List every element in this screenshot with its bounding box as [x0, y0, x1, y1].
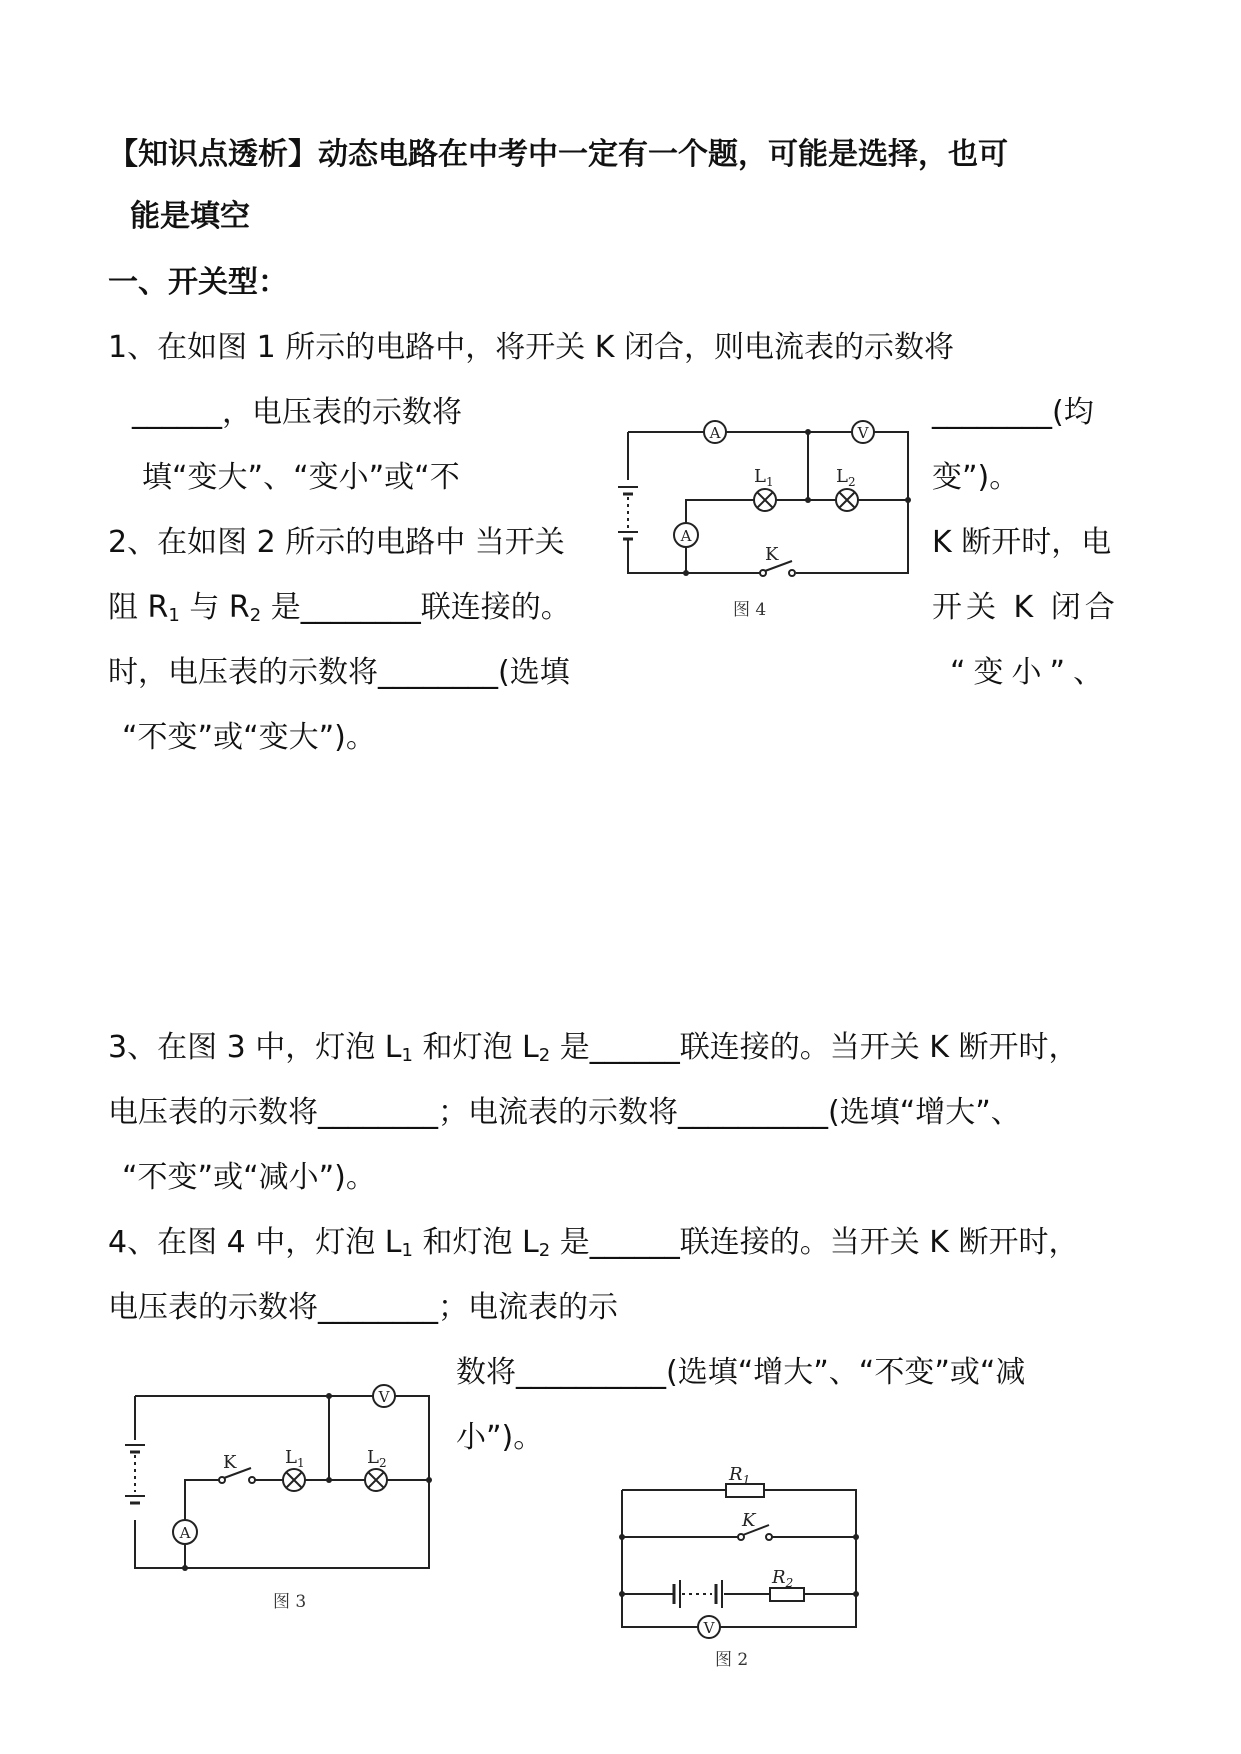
q2-line-3-right: “变小”、 — [950, 655, 1112, 690]
fig2-switch-label: K — [742, 1510, 756, 1531]
fig3-ammeter-label: A — [179, 1524, 191, 1542]
fig2-branch-wires — [622, 1537, 856, 1594]
q4-line-3: 数将__________(选填“增大”、“不变”或“减 — [456, 1355, 1026, 1390]
title-line-1: 【知识点透析】动态电路在中考中一定有一个题，可能是选择，也可 — [108, 137, 1008, 172]
q4-line-2: 电压表的示数将________；电流表的示 — [108, 1290, 618, 1325]
fig4-voltmeter-label: V — [857, 424, 869, 442]
q3-line-1: 3、在图 3 中，灯泡 $L_1$ 和灯泡 $L_2$ 是______联连接的。当开关 K 断开时， — [108, 1030, 1079, 1066]
fig3-voltmeter-label: V — [378, 1388, 390, 1406]
q1-line-3-right: 变”)。 — [932, 460, 1020, 495]
fig2-voltmeter-label: V — [703, 1619, 715, 1637]
q1-line-1: 1、在如图 1 所示的电路中，将开关 K 闭合，则电流表的示数将 — [108, 330, 954, 365]
fig2-resistor-1-label: $R_1$ — [729, 1464, 751, 1487]
q2-line-1-left: 2、在如图 2 所示的电路中 当开关 — [108, 525, 565, 560]
fig4-lamp-2-label: $L_2$ — [836, 466, 856, 489]
fig3-branch-wires — [185, 1480, 429, 1568]
figure-2-circuit — [612, 1462, 872, 1652]
q1-line-2-right: ________(均 — [932, 395, 1094, 430]
q2-line-4: “不变”或“变大”)。 — [122, 720, 376, 755]
q4-line-1: 4、在图 4 中，灯泡 $L_1$ 和灯泡 $L_2$ 是______联连接的。当开关 K 断开时， — [108, 1225, 1079, 1261]
q2-line-1-right: K 断开时，电 — [932, 525, 1112, 560]
fig3-lamp-2-label: $L_2$ — [367, 1447, 387, 1470]
fig4-switch-label: K — [765, 544, 779, 565]
q3-line-3: “不变”或“减小”)。 — [122, 1160, 376, 1195]
q1-line-2-left: ______，电压表的示数将 — [132, 395, 462, 430]
section-heading-switch-type: 一、开关型： — [108, 265, 288, 300]
fig2-resistor-2-label: $R_2$ — [772, 1567, 794, 1590]
figure-4-circuit — [610, 415, 970, 625]
q3-line-2: 电压表的示数将________；电流表的示数将__________(选填“增大”、 — [108, 1095, 1021, 1130]
fig4-branch-wires — [686, 432, 908, 573]
figure-3-caption: 图 3 — [273, 1592, 307, 1612]
figure-3-circuit — [115, 1380, 445, 1590]
fig3-switch-label: K — [223, 1452, 237, 1473]
q1-line-3-left: 填“变大”、“变小”或“不 — [142, 460, 460, 495]
q2-line-2-right: 开关 K 闭合 — [932, 590, 1119, 625]
fig3-lamp-1-label: $L_1$ — [285, 1447, 305, 1470]
figure-4-caption: 图 4 — [733, 600, 767, 620]
fig4-ammeter-top-label: A — [709, 424, 721, 442]
figure-2-caption: 图 2 — [715, 1650, 749, 1670]
fig4-ammeter-label: A — [680, 527, 692, 545]
title-line-2: 能是填空 — [130, 199, 250, 234]
fig4-switch-terminal — [789, 570, 795, 576]
fig4-lamp-1-label: $L_1$ — [754, 466, 774, 489]
q4-line-4: 小”)。 — [456, 1420, 544, 1455]
fig2-outer-wires — [622, 1490, 856, 1627]
q2-line-2-left: 阻 $R_1$ 与 $R_2$ 是________联连接的。 — [108, 590, 571, 626]
q2-line-3-left: 时，电压表的示数将________(选填 — [108, 655, 570, 690]
